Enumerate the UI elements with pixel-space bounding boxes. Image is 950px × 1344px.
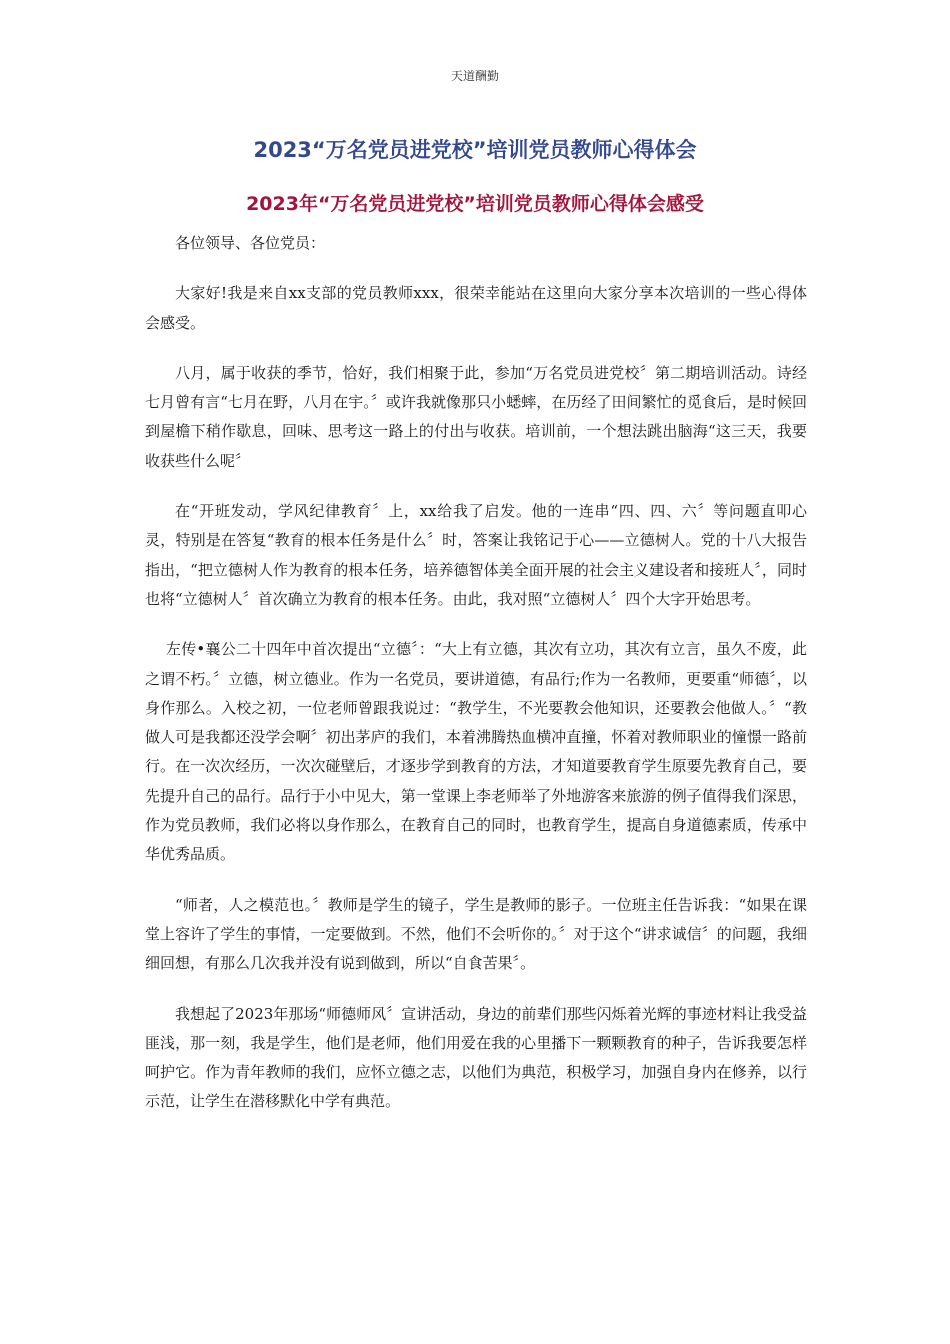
body-paragraph-greeting: 大家好!我是来自xx支部的党员教师xxx，很荣幸能站在这里向大家分享本次培训的一些心得体会感受。 <box>145 284 807 332</box>
body-paragraph-teacher-model: “师者，人之模范也。〞教师是学生的镜子，学生是教师的影子。一位班主任告诉我：“如果在课堂上容许了学生的事情，一定要做到。不然，他们不会听你的。〞对于这个“讲求诚信〞的问题，我细细回想，有那么几次我并没有说到做到，所以“自食苦果〞。 <box>145 895 807 973</box>
body-paragraph-ethics-campaign: 我想起了2023年那场“师德师风〞宣讲活动，身边的前辈们那些闪烁着光辉的事迹材料让我受益匪浅，那一刻，我是学生，他们是老师，他们用爱在我的心里播下一颗颗教育的种子，告诉我要怎样呵护它。作为青年教师的我们，应怀立德之志，以他们为典范，积极学习，加强自身内在修养，以行示范，让学生在潜移默化中学有典范。 <box>145 1004 807 1111</box>
document-subtitle: 2023年“万名党员进党校”培训党员教师心得体会感受 <box>246 193 704 215</box>
document-title: 2023“万名党员进党校”培训党员教师心得体会 <box>253 138 697 162</box>
body-paragraph-opening-class: 在“开班发动，学风纪律教育〞上，xx给我了启发。他的一连串“四、四、六〞等问题直叩心灵，特别是在答复“教育的根本任务是什么〞时，答案让我铭记于心——立德树人。党的十八大报告指出，“把立德树人作为教育的根本任务，培养德智体美全面开展的社会主义建设者和接班人〞，同时也将“立德树人〞首次确立为教育的根本任务。由此，我对照“立德树人〞四个大字开始思考。 <box>145 502 807 608</box>
salutation-paragraph: 各位领导、各位党员： <box>175 234 326 252</box>
document-body <box>145 229 807 1117</box>
page-header: 天道酬勤 <box>450 69 499 83</box>
body-paragraph-august: 八月，属于收获的季节，恰好，我们相聚于此，参加“万名党员进党校〞第二期培训活动。诗经七月曾有言“七月在野，八月在宇。〞或许我就像那只小蟋蟀，在历经了田间繁忙的觅食后，是时候回到屋檐下稍作歇息，回味、思考这一路上的付出与收获。培训前，一个想法跳出脑海“这三天，我要收获些什么呢〞 <box>145 363 807 470</box>
body-paragraph-zuozhuan: 左传•襄公二十四年中首次提出“立德〞：“大上有立德，其次有立功，其次有立言，虽久不废，此之谓不朽。〞立德，树立德业。作为一名党员，要讲道德，有品行;作为一名教师，更要重“师德〞，以身作那么。入校之初，一位老师曾跟我说过：“教学生，不光要教会他知识，还要教会他做人。〞“教做人可是我都还没学会啊〞初出茅庐的我们，本着沸腾热血横冲直撞，怀着对教师职业的憧憬一路前行。在一次次经历，一次次碰壁后，才逐步学到教育的方法，才知道要教育学生原要先教育自己，要先提升自己的品行。品行于小中见大，第一堂课上李老师举了外地游客来旅游的例子值得我们深思，作为党员教师，我们必将以身作那么，在教育自己的同时，也教育学生，提高自身道德素质，传承中华优秀品质。 <box>145 640 807 864</box>
